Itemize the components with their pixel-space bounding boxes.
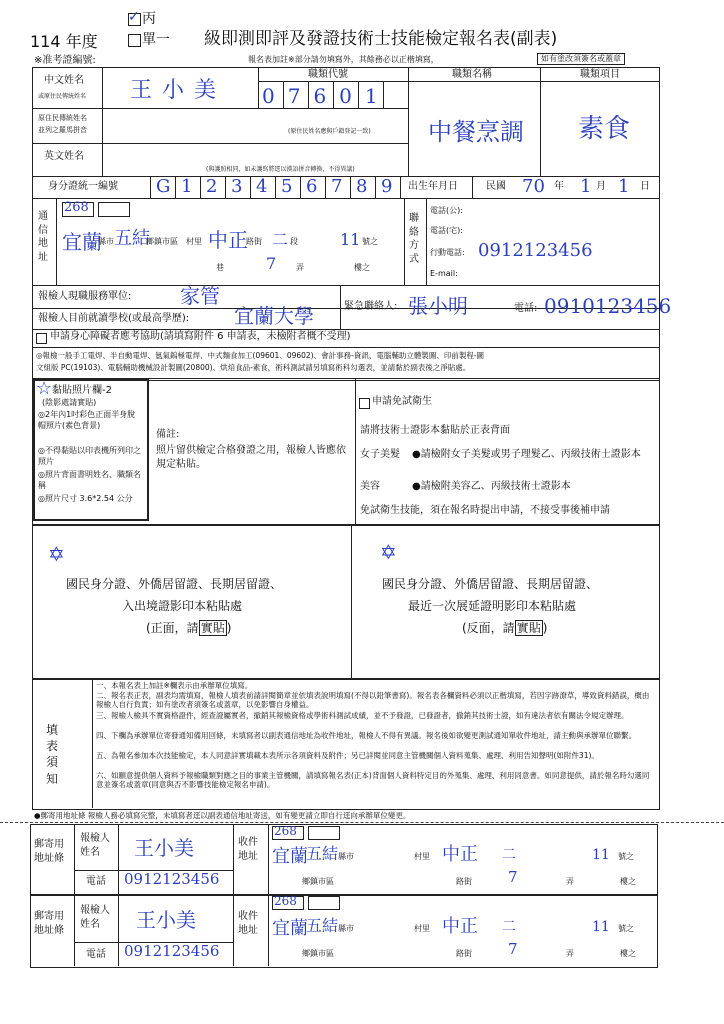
lane-unit: 巷 [216,263,224,272]
english-name-note: (與護照相同，如未護寫將逕以漢語拼音轉換，不得異議) [206,166,355,173]
chinese-name-label: 中文姓名 [44,75,84,86]
notice-line-1: ◎報檢一般手工電焊、半自動電焊、氬氣鎢極電焊、中式麵食加工(09601、09602)、會計事務-資訊、電腦輔助立體製圖、印前製程-圖 [36,351,485,360]
number-unit: 號之 [362,237,378,246]
job-code-label: 職類代號 [308,69,348,80]
strip-alley[interactable]: 7 [508,868,518,886]
strip-floor-unit: 樓之 [620,877,636,886]
strip-village-unit: 村里 [414,852,430,861]
instruction-item: 三、報檢人檢具不實資格證件，經查證屬實者，撤銷其報檢資格或學術科測試成績，並不予發證，已發證者，撤銷其技術士證，如有違法者依有關法令規定辦理。 [96,711,629,720]
floor-unit: 樓之 [354,263,370,272]
strip-road-unit: 路街 [456,949,472,958]
photo-sub: (陰影處請實貼) [42,398,97,407]
strip-name-value[interactable]: 王小美 [136,908,196,932]
strip-alley[interactable]: 7 [508,940,518,958]
contact-label: 聯絡方式 [409,213,419,265]
id-digit[interactable]: G [156,176,171,197]
strip-town[interactable]: 五結 [306,844,339,863]
id-digit[interactable]: 2 [206,176,218,197]
strip-name-label: 報檢人姓名 [80,905,110,930]
address-alley[interactable]: 7 [266,254,277,273]
birth-month-value[interactable]: 1 [580,176,592,197]
job-item-label: 職類項目 [580,69,620,80]
strip-label: 郵寄用地址條 [34,911,64,936]
id-number-label: 身分證統一編號 [48,181,118,192]
remark-label: 備註: [156,429,180,440]
county-unit: 縣市 [98,237,114,246]
id-back-line-1: 國民身分證、外僑居留證、長期居留證、 [382,577,599,591]
aboriginal-label-1: 原住民傳統姓名 [38,114,87,122]
section-unit: 段 [290,237,298,246]
address-county[interactable]: 宜蘭 [62,230,102,254]
cut-line [0,822,724,823]
strip-town[interactable]: 五結 [306,916,339,935]
id-front-line-1: 國民身分證、外僑居留證、長期居留證、 [66,577,283,591]
strip-town-unit: 鄉鎮市區 [302,949,334,958]
address-town[interactable]: 五結 [114,228,150,249]
address-number[interactable]: 11 [340,230,361,249]
instruction-item: 一、本報名表上加註※欄表示由承辦單位填寫。 [96,681,253,690]
alley-unit: 弄 [296,263,304,272]
beauty-text: ●請檢附美容乙、丙級技術士證影本 [412,481,571,492]
village-unit: 村里 [186,237,202,246]
women-hair-text: ●請檢附女子美髮或男子理髮乙、丙級技術士證影本 [412,449,641,460]
birth-label: 出生年月日 [408,181,458,192]
birth-year-value[interactable]: 70 [522,176,545,197]
strip-village-unit: 村里 [414,924,430,933]
strip-label: 郵寄用地址條 [34,839,64,864]
star-icon: ✡ [48,542,65,566]
women-hair-label: 女子美髮 [360,449,400,460]
strip-recv-label: 收件地址 [238,911,258,936]
chinese-name-sub: 或原住民傳統姓名 [38,93,87,100]
road-unit: 路街 [246,237,262,246]
strip-postal[interactable]: 268 [274,824,297,838]
strip-section[interactable]: 二 [502,847,516,863]
beauty-label: 美容 [360,481,380,492]
strip-recv-label: 收件地址 [238,837,258,862]
email-label: E-mail: [430,269,458,278]
checkmark-icon: ✓ [128,9,140,25]
birth-day-value[interactable]: 1 [618,176,630,197]
id-digit[interactable]: 5 [281,176,293,197]
notice-line-2: 文組版 PC(19103)、電腦輔助機械設計製圖(20800)、烘焙食品-素食，術科測試請另填寫術科勾選表，並請黏於副表後之淨貼處。 [36,363,471,372]
strip-town-unit: 鄉鎮市區 [302,877,334,886]
form-note-box: 如有塗改須簽名或蓋章 [537,53,625,65]
emergency-tel-value[interactable]: 0910123456 [544,294,672,318]
mobile-label: 行動電話: [430,248,465,257]
strip-section[interactable]: 二 [502,919,516,935]
strip-name-label: 報檢人姓名 [80,833,110,858]
emergency-tel-label: 電話: [514,303,538,314]
star-icon: ☆ [36,378,53,399]
strip-phone-label: 電話 [86,876,106,887]
job-item-value[interactable]: 素食 [578,114,631,144]
class-dan-checkbox[interactable] [128,34,141,47]
strip-county[interactable]: 宜蘭 [272,846,308,867]
town-unit: 鄉鎮市區 [146,237,178,246]
job-name-value[interactable]: 中餐烹調 [428,118,524,146]
instruction-item: 二、報名表正表，副表均需填寫，報檢人填表前請詳閱簡章並依填表說明填寫(不得以鉛筆書寫)。報名表各欄資料必須以正楷填寫，若因字跡潦草，導致資料錯誤，概由報檢人自行負責；如有塗改者須簽名或蓋章，以免影響自身權益。 [96,691,650,710]
birth-month-unit: 月 [596,181,606,192]
strip-phone-value[interactable]: 0912123456 [124,942,220,960]
id-back-line-3: (反面，請 實貼 ) [462,621,548,635]
birth-year-unit: 年 [554,181,564,192]
school-value[interactable]: 宜蘭大學 [234,304,314,328]
instruction-item: 六、如願意提供個人資料予報檢職類對應之目的事業主管機關，請填寫報名表(正本)背面個人資料特定目的外蒐集、處理、利用同意書。如同意提供，請於報名時勾選同意並簽名或蓋章(同意與否不影響技能檢定報名申請)。 [96,771,650,790]
school-label: 報檢人目前就讀學校(或最高學歷): [38,313,190,324]
strip-road[interactable]: 中正 [442,844,478,865]
strip-phone-label: 電話 [86,949,106,960]
hygiene-checkbox[interactable] [359,398,370,409]
photo-rule: ◎照片背面書明姓名、職類名稱 [38,470,141,490]
photo-rule: ◎不得黏貼以印表機所列印之照片 [38,446,141,466]
id-digit[interactable]: 9 [381,176,393,197]
id-digit[interactable]: 8 [356,176,368,197]
disability-label: 申請身心障礙者應考協助(請填寫附件 6 申請表，未檢附者概不受理) [50,331,351,342]
tel-home-label: 電話(宅): [430,226,463,235]
id-front-line-3: (正面，請 實貼 ) [146,621,232,635]
photo-rule: ◎照片尺寸 3.6*2.54 公分 [38,494,133,503]
photo-title: 黏貼照片欄-2 [52,385,112,396]
strip-number[interactable]: 11 [592,847,610,863]
work-label: 報檢人現職服務單位: [38,291,132,302]
hygiene-title: 申請免試衛生 [372,396,432,407]
job-code-value[interactable]: 07601 [262,84,391,108]
strip-alley-unit: 弄 [566,877,574,886]
remark-text: 照片留供檢定合格發證之用，報檢人皆應依規定粘貼。 [156,445,346,470]
class-bing-label: 丙 [142,11,156,27]
english-name-label: 英文姓名 [44,151,84,162]
strip-floor-unit: 樓之 [620,949,636,958]
aboriginal-label-2: 並列之羅馬拼音 [38,126,87,134]
address-label: 通信地址 [38,211,48,263]
id-digit[interactable]: 3 [231,176,243,197]
strip-name-value[interactable]: 王小美 [134,836,194,860]
photo-rule: ◎2年內1吋彩色正面半身脫帽照片(素色背景) [38,410,136,430]
id-front-line-2: 入出境證影印本粘貼處 [122,599,243,613]
strip-county-unit: 縣市 [338,852,354,861]
mobile-value[interactable]: 0912123456 [478,240,593,261]
strip-county[interactable]: 宜蘭 [272,918,308,939]
strip-road-unit: 路街 [456,877,472,886]
birth-day-unit: 日 [640,181,650,192]
strip-number-unit: 號之 [618,924,634,933]
emergency-label: 緊急聯絡人: [344,301,398,312]
exam-number-label: ※准考證編號: [34,55,96,66]
strip-postal[interactable]: 268 [274,894,297,908]
emergency-value[interactable]: 張小明 [408,294,468,318]
birth-era: 民國 [486,181,506,192]
strip-road[interactable]: 中正 [442,916,478,937]
strip-number-unit: 號之 [618,852,634,861]
class-dan-label: 單一 [142,32,170,48]
id-digit[interactable]: 6 [306,176,318,197]
id-digit[interactable]: 1 [181,176,193,197]
hygiene-desc: 請將技術士證影本黏貼於正表背面 [360,425,510,436]
postal-value[interactable]: 268 [64,200,89,215]
strip-number[interactable]: 11 [592,919,610,935]
work-value[interactable]: 家管 [180,284,220,308]
chinese-name-value[interactable]: 王小美 [130,78,227,103]
id-digit[interactable]: 7 [331,176,343,197]
form-note: 報名表加註※部分請勿填寫外，其餘務必以正楷填寫， [248,55,439,64]
mailing-note: ●郵寄用地址條 報檢人務必填寫完整，未填寫者逕以副表通信地址寄送，如有變更請立即自行逕向承辦單位變更。 [34,811,411,820]
star-icon: ✡ [380,540,397,564]
instruction-item: 五、為報名參加本次技能檢定，本人同意詳實填載本表所示各項資料及附件；另已詳閱並同意主管機關個人資料蒐集、處理、利用告知聲明(如附件31)。 [96,751,599,760]
strip-county-unit: 縣市 [338,924,354,933]
id-digit[interactable]: 4 [256,176,268,197]
tel-office-label: 電話(公): [430,206,463,215]
form-year: 114 年度 [30,32,98,51]
job-name-label: 職類名稱 [452,69,492,80]
address-road[interactable]: 中正 [208,228,248,252]
id-back-line-2: 最近一次展延證明影印本粘貼處 [408,599,577,613]
form-title: 級即測即評及發證技術士技能檢定報名表(副表) [204,29,558,49]
hygiene-footer: 免試衛生技能，須在報名時提出申請，不接受事後補申請 [360,505,610,516]
strip-alley-unit: 弄 [566,949,574,958]
instruction-item: 四、下欄為承辦單位寄發通知備用回條，未填寫者以副表通信地址為收件地址，報檢人不得有異議。報名後如欲變更測試通知單收件地址，請主動與承辦單位聯繫。 [96,731,636,740]
strip-phone-value[interactable]: 0912123456 [124,870,220,888]
disability-checkbox[interactable] [36,333,47,344]
instructions-label: 填表須知 [46,723,65,786]
address-section[interactable]: 二 [272,230,289,249]
aboriginal-note: (原住民姓名應與戶籍登記一致) [288,128,371,135]
